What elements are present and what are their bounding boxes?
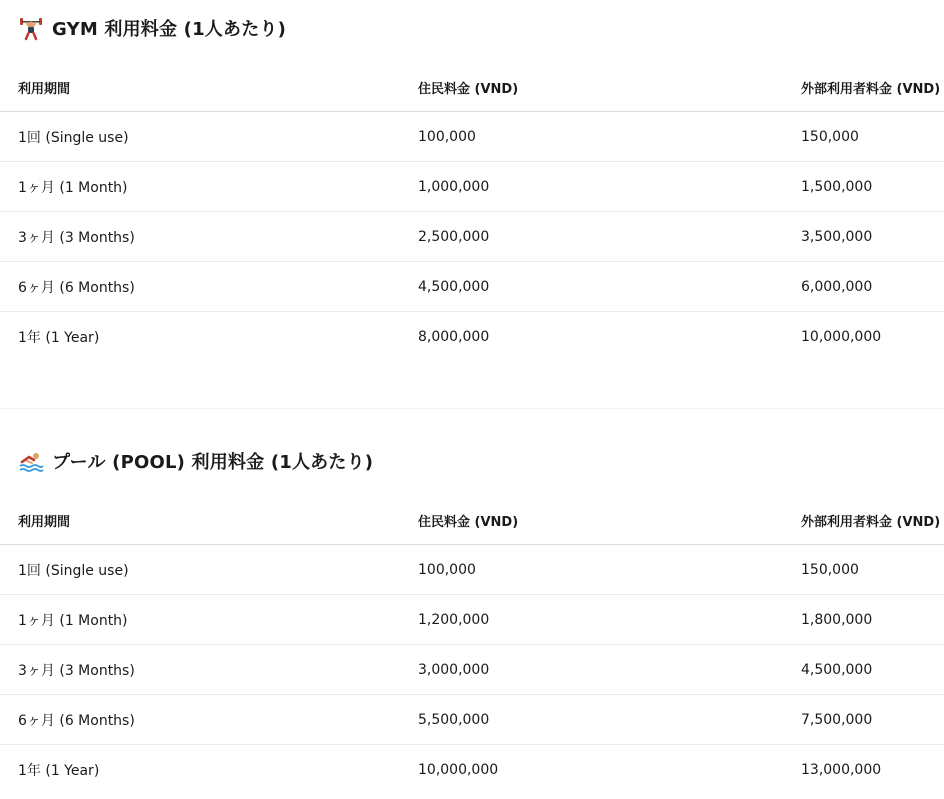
header-period: 利用期間: [0, 63, 400, 112]
resident-fee-cell: 3,000,000: [400, 645, 783, 695]
table-row: [0, 595, 944, 645]
external-fee-cell: 10,000,000: [801, 328, 882, 345]
gym-title-text: GYM 利用料金 (1人あたり): [52, 19, 287, 40]
period-cell: 1回 (Single use): [0, 545, 400, 595]
header-external-fee: 外部利用者料金 (VND): [783, 63, 944, 112]
resident-fee-cell: 4,500,000: [400, 262, 783, 312]
resident-fee-cell: 1,200,000: [400, 595, 783, 645]
period-cell: 6ヶ月 (6 Months): [0, 695, 400, 745]
table-row: [0, 212, 944, 262]
table-row: [0, 695, 944, 745]
period-cell: 1年 (1 Year): [18, 329, 100, 346]
table-row: [0, 545, 944, 595]
period-cell: 6ヶ月 (6 Months): [0, 262, 400, 312]
table-row: [0, 162, 944, 212]
external-fee-cell: 150,000: [783, 112, 944, 162]
weightlifter-icon: [18, 15, 44, 41]
resident-fee-cell: 1,000,000: [400, 162, 783, 212]
header-period: 利用期間: [0, 496, 400, 545]
resident-fee-cell: 100,000: [400, 545, 783, 595]
external-fee-cell: 3,500,000: [783, 212, 944, 262]
external-fee-cell: 6,000,000: [783, 262, 944, 312]
header-resident-fee: 住民料金 (VND): [400, 496, 783, 545]
pool-price-table: [0, 496, 944, 794]
gym-price-table: [0, 63, 944, 361]
external-fee-cell: 7,500,000: [783, 695, 944, 745]
table-header-row: [0, 63, 944, 112]
table-row: [0, 645, 944, 695]
period-cell: 3ヶ月 (3 Months): [0, 645, 400, 695]
table-row: [0, 745, 944, 795]
table-row: [0, 312, 944, 362]
period-cell: 1ヶ月 (1 Month): [0, 162, 400, 212]
header-external-fee: 外部利用者料金 (VND): [783, 496, 944, 545]
external-fee-cell: 1,500,000: [783, 162, 944, 212]
external-fee-cell: 4,500,000: [783, 645, 944, 695]
section-divider: [0, 408, 944, 409]
pool-title-text: プール (POOL) 利用料金 (1人あたり): [52, 452, 374, 473]
table-header-row: [0, 496, 944, 545]
external-fee-cell: 13,000,000: [801, 761, 882, 778]
table-row: [0, 112, 944, 162]
swimmer-icon: [18, 448, 44, 474]
resident-fee-cell: 10,000,000: [418, 761, 499, 778]
resident-fee-cell: 5,500,000: [400, 695, 783, 745]
external-fee-cell: 1,800,000: [783, 595, 944, 645]
period-cell: 1ヶ月 (1 Month): [0, 595, 400, 645]
header-resident-fee: 住民料金 (VND): [400, 63, 783, 112]
pool-section-title: [18, 447, 373, 475]
period-cell: 1年 (1 Year): [18, 762, 100, 779]
gym-section-title: [18, 14, 286, 42]
table-row: [0, 262, 944, 312]
period-cell: 1回 (Single use): [0, 112, 400, 162]
period-cell: 3ヶ月 (3 Months): [0, 212, 400, 262]
resident-fee-cell: 8,000,000: [418, 328, 490, 345]
resident-fee-cell: 100,000: [400, 112, 783, 162]
external-fee-cell: 150,000: [783, 545, 944, 595]
resident-fee-cell: 2,500,000: [400, 212, 783, 262]
